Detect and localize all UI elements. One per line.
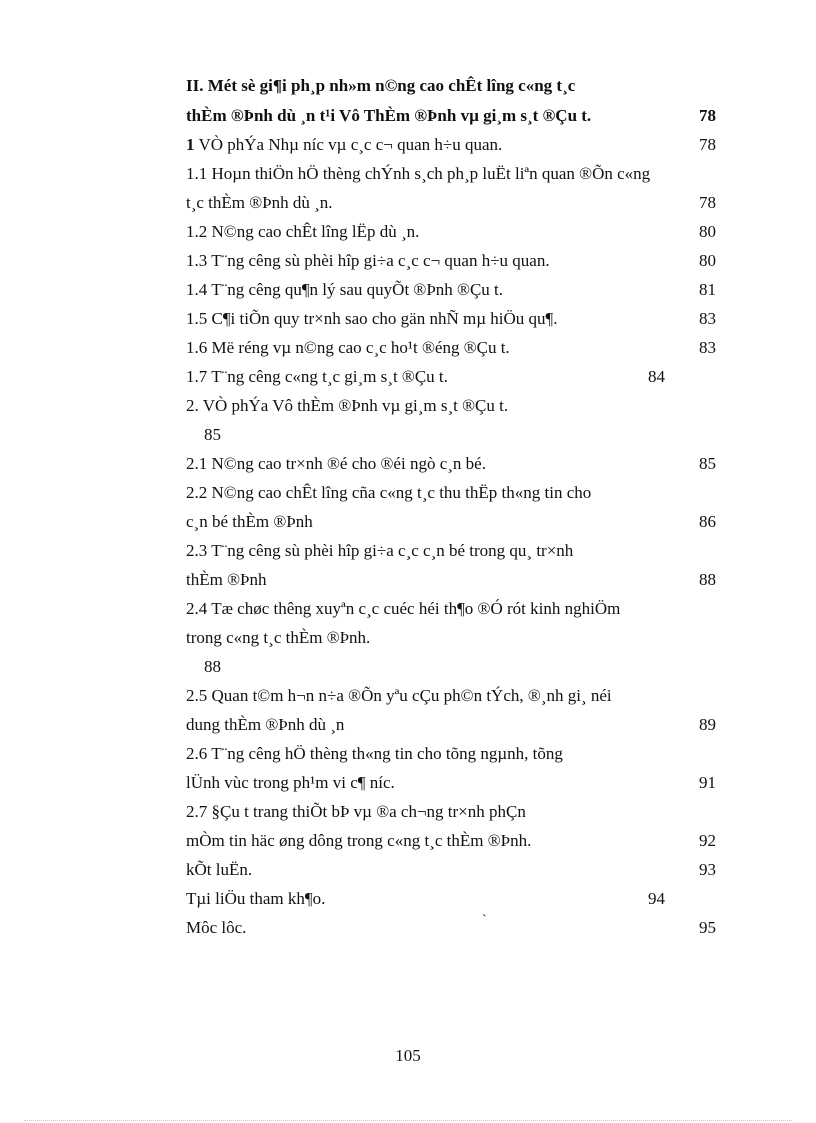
page-bottom-divider — [24, 1120, 792, 1121]
toc-entry: Tµi liÖu tham kh¶o. — [186, 889, 326, 908]
toc-entry: 2.5 Quan t©m h¬n n÷a ®Õn yªu cÇu ph©n tÝch, ®¸nh gi¸ néi — [186, 686, 612, 705]
toc-page-number: 83 — [699, 338, 716, 357]
toc-entry: 2.1 N©ng cao tr×nh ®é cho ®éi ngò c¸n bé. — [186, 454, 486, 473]
toc-page-number: 89 — [699, 715, 716, 734]
toc-entry-prefix: 1 — [186, 135, 195, 154]
toc-heading-line-2: thÈm ®Þnh dù ¸n t¹i Vô ThÈm ®Þnh vµ gi¸m s¸t ®Çu t. — [186, 106, 592, 125]
toc-page-number: 85 — [204, 425, 221, 444]
toc-page-number: 81 — [699, 280, 716, 299]
toc-entry: 2.6 T¨ng cêng hÖ thèng th«ng tin cho tõng ngµnh, tõng — [186, 744, 563, 763]
toc-entry: 1.5 C¶i tiÕn quy tr×nh sao cho gän nhÑ mµ hiÖu qu¶. — [186, 309, 558, 328]
toc-page-number: 78 — [699, 135, 716, 154]
toc-entry: t¸c thÈm ®Þnh dù ¸n. — [186, 193, 333, 212]
toc-page-number: 88 — [699, 570, 716, 589]
toc-entry: dung thÈm ®Þnh dù ¸n — [186, 715, 345, 734]
toc-page-number: 91 — [699, 773, 716, 792]
toc-page-number: 86 — [699, 512, 716, 531]
toc-page-number: 80 — [699, 222, 716, 241]
toc-entry: 2. VÒ phÝa Vô thÈm ®Þnh vµ gi¸m s¸t ®Çu t. — [186, 396, 509, 415]
toc-page-number: 84 — [648, 367, 665, 386]
toc-entry: trong c«ng t¸c thÈm ®Þnh. — [186, 628, 371, 647]
toc-entry: 1.2 N©ng cao chÊt lîng lËp dù ¸n. — [186, 222, 420, 241]
toc-page-number: 78 — [699, 106, 716, 125]
toc-entry: 2.2 N©ng cao chÊt lîng cña c«ng t¸c thu thËp th«ng tin cho — [186, 483, 592, 502]
toc-page-number: 93 — [699, 860, 716, 879]
toc-entry: 1.3 T¨ng cêng sù phèi hîp gi÷a c¸c c¬ quan h÷u quan. — [186, 251, 550, 270]
page-number: 105 — [395, 1046, 421, 1065]
toc-entry-text: VÒ phÝa Nhµ níc vµ c¸c c¬ quan h÷u quan. — [194, 135, 503, 154]
toc-entry: Môc lôc. — [186, 918, 247, 937]
toc-entry: lÜnh vùc trong ph¹m vi c¶ níc. — [186, 773, 395, 792]
toc-page-number: 88 — [204, 657, 221, 676]
toc-page-number: 78 — [699, 193, 716, 212]
toc-entry: mÒm tin häc øng dông trong c«ng t¸c thÈm ®Þnh. — [186, 831, 532, 850]
toc-entry: thÈm ®Þnh — [186, 570, 267, 589]
toc-page-number: 80 — [699, 251, 716, 270]
toc-page-number: 94 — [648, 889, 665, 908]
toc-entry: 2.4 Tæ chøc thêng xuyªn c¸c cuéc héi th¶o ®Ó rót kinh nghiÖm — [186, 599, 621, 618]
toc-page-number: 95 — [699, 918, 716, 937]
toc-page-number: 92 — [699, 831, 716, 850]
toc-page-number: 83 — [699, 309, 716, 328]
toc-entry: 1.4 T¨ng cêng qu¶n lý sau quyÕt ®Þnh ®Çu t. — [186, 280, 504, 299]
toc-entry: 1.6 Më réng vµ n©ng cao c¸c ho¹t ®éng ®Çu t. — [186, 338, 510, 357]
toc-page-number: 85 — [699, 454, 716, 473]
toc-entry: 2.3 T¨ng cêng sù phèi hîp gi÷a c¸c c¸n bé trong qu¸ tr×nh — [186, 541, 574, 560]
toc-entry: 1.1 Hoµn thiÖn hÖ thèng chÝnh s¸ch ph¸p luËt liªn quan ®Õn c«ng — [186, 164, 651, 183]
toc-entry: kÕt luËn. — [186, 860, 253, 879]
toc-entry: 2.7 §Çu t trang thiÕt bÞ vµ ®a ch¬ng tr×nh phÇn — [186, 802, 526, 821]
toc-entry: c¸n bé thÈm ®Þnh — [186, 512, 313, 531]
toc-entry — [186, 135, 502, 155]
stray-mark: ` — [482, 913, 487, 928]
toc-heading-line-1: II. Mét sè gi¶i ph¸p nh»m n©ng cao chÊt lîng c«ng t¸c — [186, 76, 576, 95]
toc-entry: 1.7 T¨ng cêng c«ng t¸c gi¸m s¸t ®Çu t. — [186, 367, 448, 386]
